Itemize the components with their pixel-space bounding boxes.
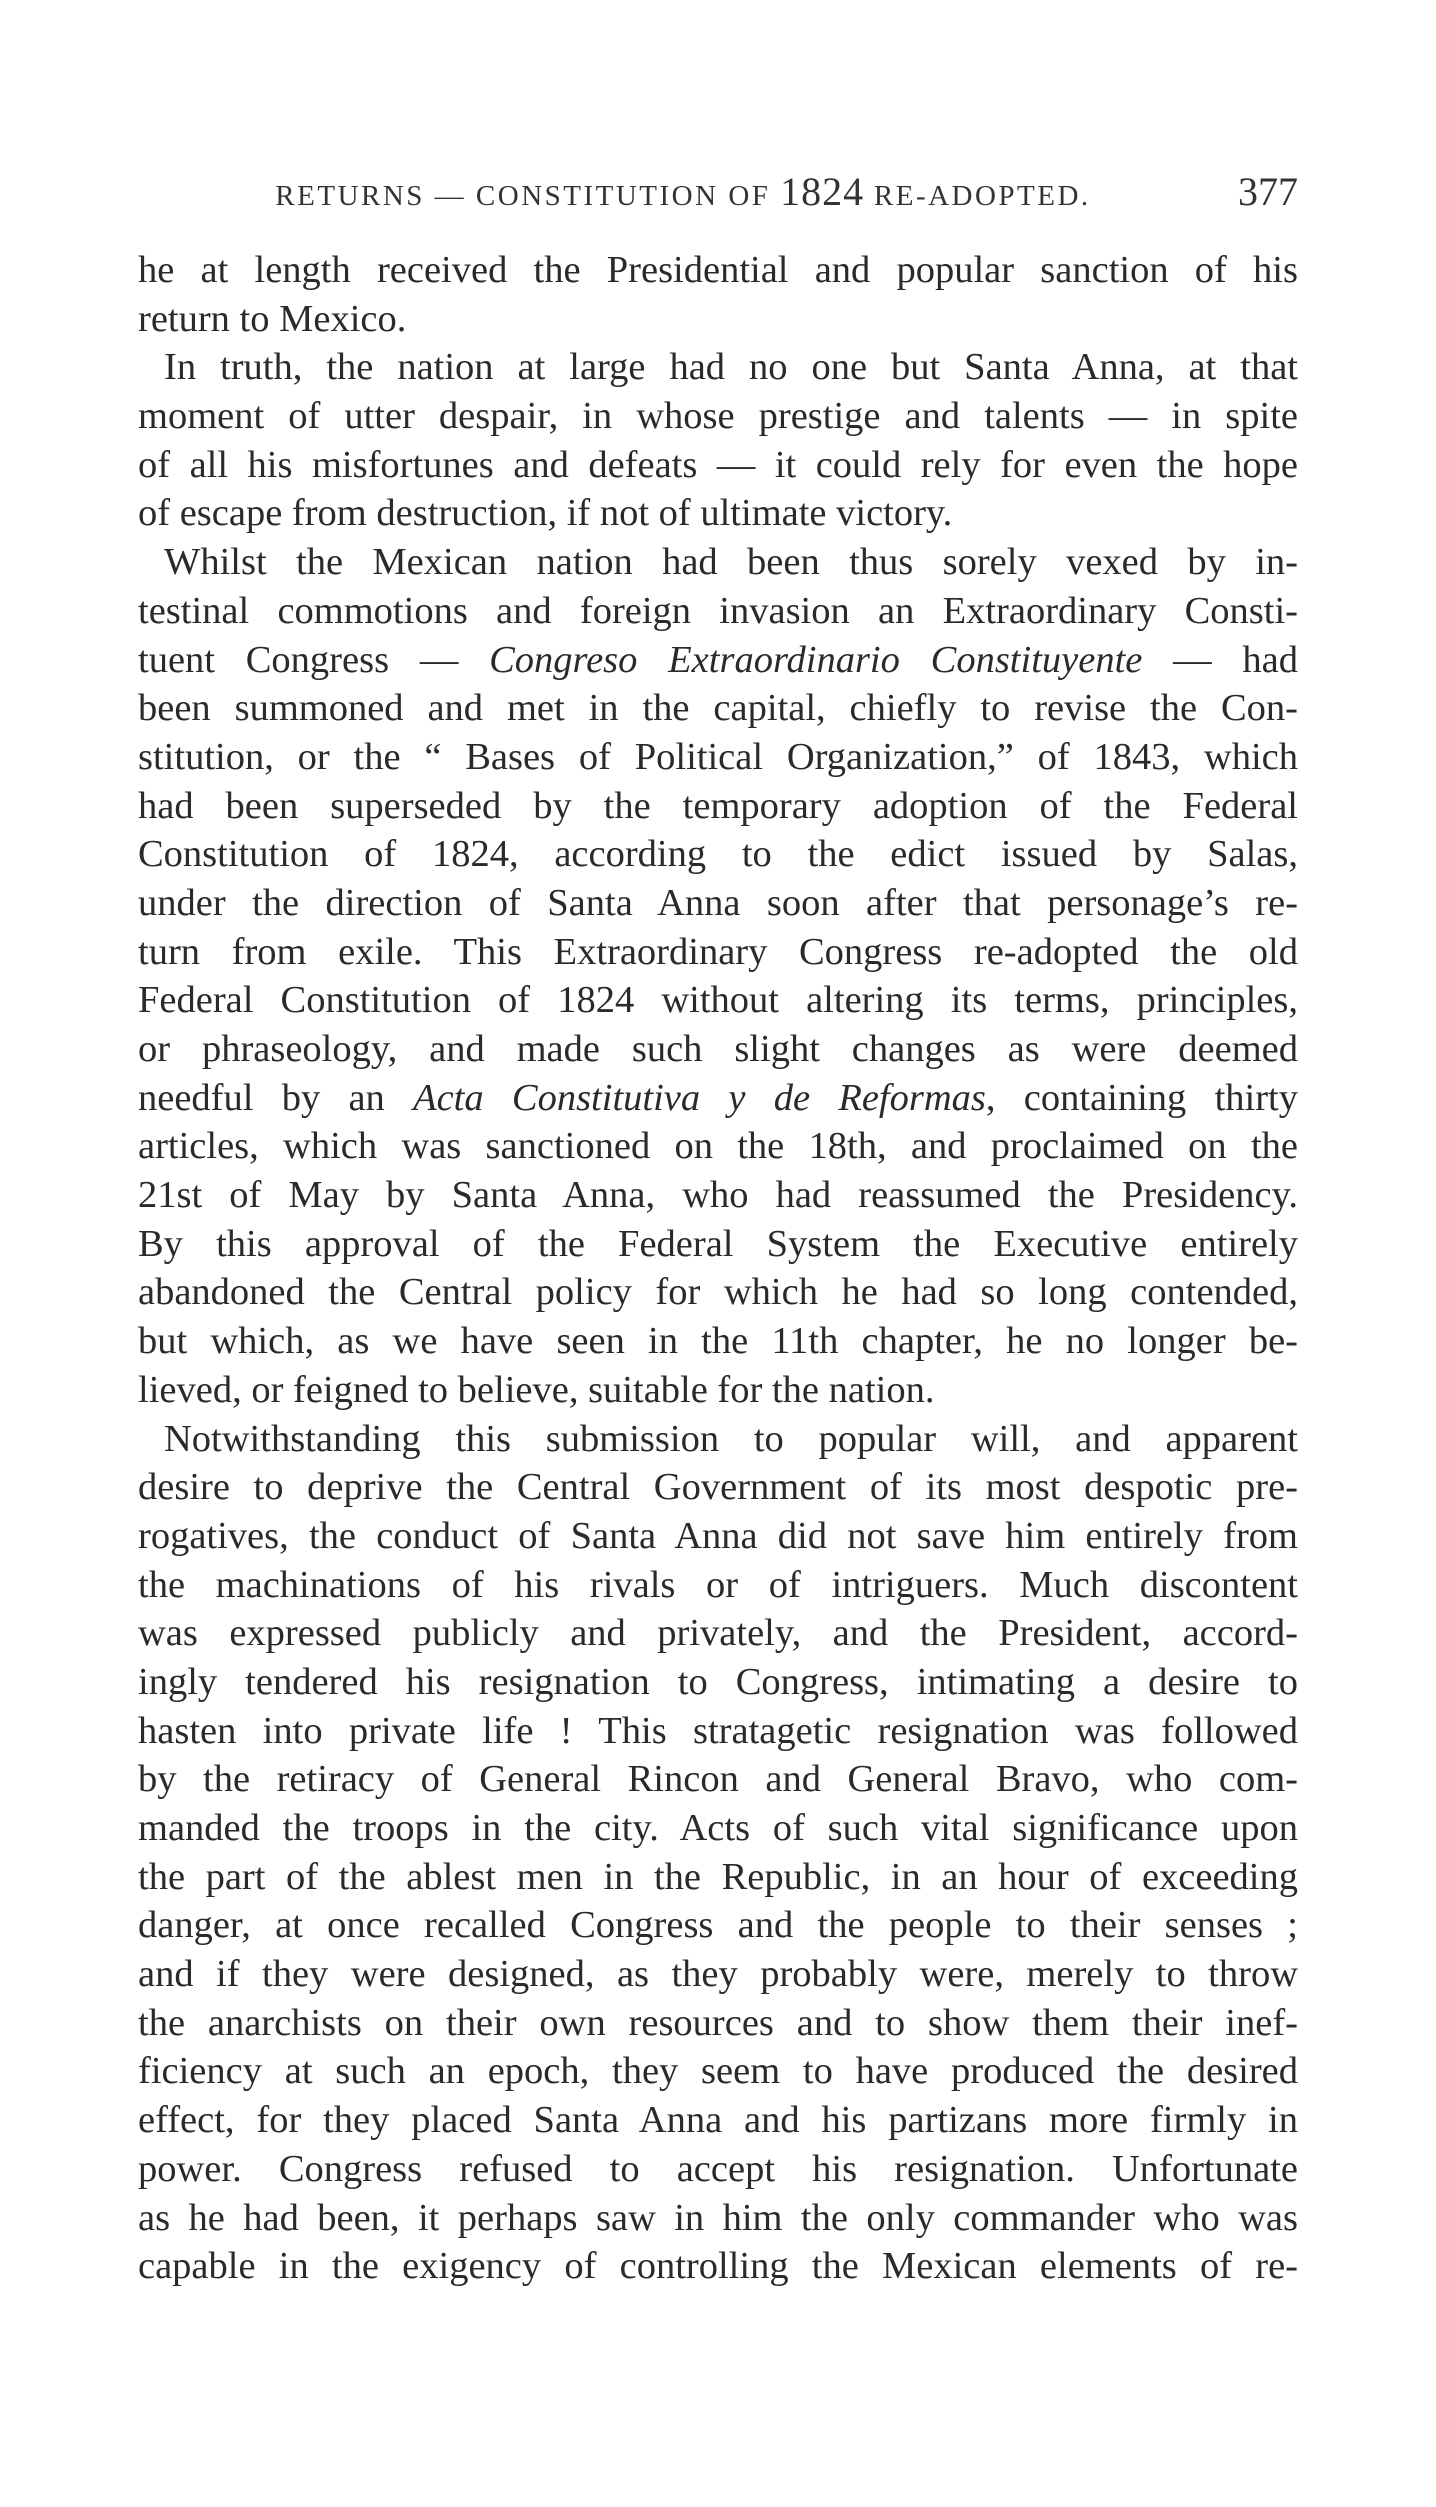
text-line: lieved, or feigned to believe, suitable for the nation. xyxy=(138,1368,935,1411)
text-line: moment of utter despair, in whose prestige and talents — in spite xyxy=(138,395,1298,438)
text-line: 21st of May by Santa Anna, who had reassumed the Presidency. xyxy=(138,1174,1298,1217)
text-line: or phraseology, and made such slight changes as were deemed xyxy=(138,1028,1298,1070)
running-title-year: 1824 xyxy=(780,169,865,214)
text-line: under the direction of Santa Anna soon after that personage’s re- xyxy=(138,881,1298,924)
running-title-start: RETURNS — CONSTITUTION OF xyxy=(275,180,781,212)
text-line: as he had been, it perhaps saw in him the only commander who was xyxy=(138,2196,1298,2239)
text-line: Notwithstanding this submission to popular will, and apparent xyxy=(164,1417,1298,1460)
text-line: the machinations of his rivals or of intriguers. Much discontent xyxy=(138,1563,1298,1606)
text-line: capable in the exigency of controlling the Mexican elements of re- xyxy=(138,2245,1298,2288)
running-title xyxy=(138,168,1228,215)
text-line: been summoned and met in the capital, chiefly to revise the Con- xyxy=(138,687,1298,730)
text-line: ficiency at such an epoch, they seem to have produced the desired xyxy=(138,2050,1298,2093)
text-line: Whilst the Mexican nation had been thus sorely vexed by in- xyxy=(164,541,1298,584)
text-line: return to Mexico. xyxy=(138,297,407,340)
running-head xyxy=(138,168,1298,218)
text-run: tuent Congress — xyxy=(138,638,490,681)
text-line: hasten into private life ! This stratagetic resignation was followed xyxy=(138,1709,1298,1752)
italic-phrase: Congreso Extraordinario Constituyente xyxy=(489,638,1143,681)
body-text xyxy=(138,246,1298,2291)
text-run: — had xyxy=(1142,638,1298,681)
text-line: Federal Constitution of 1824 without altering its terms, principles, xyxy=(138,979,1298,1022)
text-run: , containing thirty xyxy=(985,1076,1298,1119)
text-line: and if they were designed, as they probably were, merely to throw xyxy=(138,1953,1298,1996)
text-line: ingly tendered his resignation to Congress, intimating a desire to xyxy=(138,1660,1298,1703)
text-line: the anarchists on their own resources and to show them their inef- xyxy=(138,2001,1298,2044)
text-line: of all his misfortunes and defeats — it could rely for even the hope xyxy=(138,443,1298,486)
text-line: the part of the ablest men in the Republic, in an hour of exceeding xyxy=(138,1855,1298,1898)
text-line: effect, for they placed Santa Anna and his partizans more firmly in xyxy=(138,2099,1298,2142)
text-line: was expressed publicly and privately, and the President, accord- xyxy=(138,1612,1298,1655)
text-line xyxy=(138,636,1298,685)
text-line: he at length received the Presidential and popular sanction of his xyxy=(138,249,1298,291)
text-line: power. Congress refused to accept his resignation. Unfortunate xyxy=(138,2147,1298,2190)
running-title-end: RE-ADOPTED. xyxy=(864,180,1091,212)
italic-phrase: Acta Constitutiva y de Reformas xyxy=(413,1076,986,1119)
text-line: had been superseded by the temporary adoption of the Federal xyxy=(138,784,1298,827)
text-line: rogatives, the conduct of Santa Anna did not save him entirely from xyxy=(138,1514,1298,1557)
text-line: By this approval of the Federal System the Executive entirely xyxy=(138,1222,1298,1265)
text-line: desire to deprive the Central Government of its most despotic pre- xyxy=(138,1466,1298,1509)
page-number: 377 xyxy=(1238,169,1298,214)
text-line: of escape from destruction, if not of ultimate victory. xyxy=(138,492,953,535)
text-line: articles, which was sanctioned on the 18th, and proclaimed on the xyxy=(138,1125,1298,1168)
text-line xyxy=(138,1074,1298,1123)
text-line: danger, at once recalled Congress and the people to their senses ; xyxy=(138,1904,1298,1947)
text-line: by the retiracy of General Rincon and General Bravo, who com- xyxy=(138,1758,1298,1801)
text-line: abandoned the Central policy for which he had so long contended, xyxy=(138,1271,1298,1314)
text-line: but which, as we have seen in the 11th chapter, he no longer be- xyxy=(138,1320,1298,1363)
text-line: testinal commotions and foreign invasion an Extraordinary Consti- xyxy=(138,589,1298,632)
text-line: turn from exile. This Extraordinary Congress re-adopted the old xyxy=(138,930,1298,973)
text-line: Constitution of 1824, according to the edict issued by Salas, xyxy=(138,833,1298,876)
text-line: In truth, the nation at large had no one but Santa Anna, at that xyxy=(164,346,1298,389)
text-run: needful by an xyxy=(138,1076,414,1119)
text-line: stitution, or the “ Bases of Political Organization,” of 1843, which xyxy=(138,735,1298,778)
text-line: manded the troops in the city. Acts of such vital significance upon xyxy=(138,1807,1298,1849)
